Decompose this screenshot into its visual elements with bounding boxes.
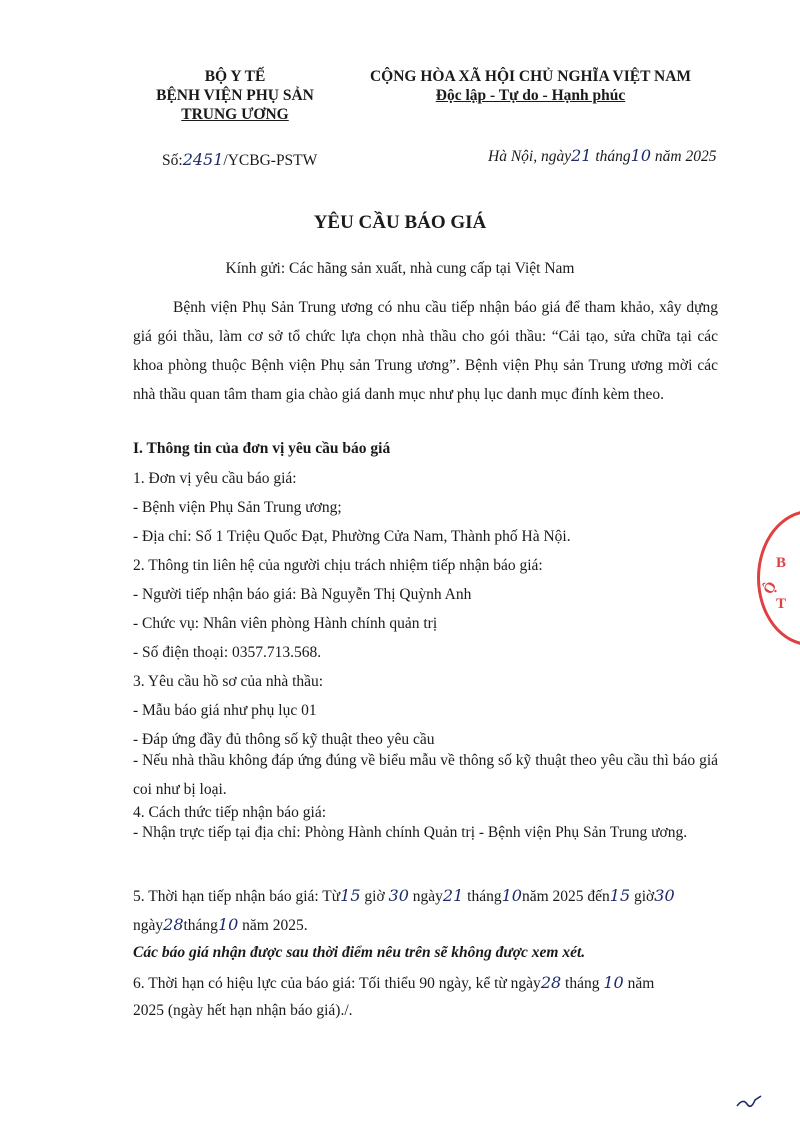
document-title: YÊU CẦU BÁO GIÁ	[313, 212, 487, 233]
item4-method: - Nhận trực tiếp tại địa chỉ: Phòng Hành chính Quản trị - Bệnh viện Phụ Sản Trung ương.	[133, 824, 688, 841]
doc-number-handwritten: 2451	[182, 150, 224, 169]
item5-start-day: 21	[442, 886, 464, 905]
item6-day: 28	[540, 973, 562, 992]
ministry-name: BỘ Y TẾ	[204, 68, 266, 85]
item5-end-month: 10	[217, 915, 239, 934]
doc-number-suffix: /YCBG-PSTW	[223, 152, 318, 169]
item5-start-month: 10	[501, 886, 522, 905]
item5-prefix: 5. Thời hạn tiếp nhận báo giá: Từ	[133, 888, 341, 905]
item5-day-label: ngày	[412, 888, 443, 905]
item5-hour-label2: giờ	[634, 888, 655, 905]
item3-spec: - Đáp ứng đầy đủ thông số kỹ thuật theo yêu cầu	[133, 731, 435, 748]
item3-form: - Mẫu báo giá như phụ lục 01	[133, 702, 317, 719]
item5-end-year: năm 2025.	[242, 917, 308, 934]
item5-line2	[133, 915, 308, 935]
item5-day-label2: ngày	[133, 917, 164, 934]
item5-month-label: tháng	[467, 888, 502, 905]
item2-person: - Người tiếp nhận báo giá: Bà Nguyễn Thị Quỳnh Anh	[133, 586, 472, 603]
date-month-label: tháng	[595, 148, 631, 165]
item6-line2: 2025 (ngày hết hạn nhận báo giá)./.	[133, 1002, 353, 1019]
item6-month-label: tháng	[565, 975, 600, 992]
item5-end-hour: 15	[609, 886, 631, 905]
item3-heading: 3. Yêu cầu hồ sơ của nhà thầu:	[133, 673, 324, 690]
seal-char-3: T	[776, 596, 787, 612]
item6-line1	[133, 973, 654, 993]
item5-year-to: năm 2025 đến	[521, 888, 610, 905]
item3-reject: - Nếu nhà thầu không đáp ứng đúng về biểu mẫu về thông số kỹ thuật theo yêu cầu thì báo giá coi như bị loại.	[133, 752, 718, 798]
item6-year-label: năm	[627, 975, 655, 992]
date-month-handwritten: 10	[630, 146, 651, 165]
item5-line1	[133, 886, 675, 906]
item4-heading: 4. Cách thức tiếp nhận báo giá:	[133, 804, 327, 821]
hospital-name-line1: BỆNH VIỆN PHỤ SẢN	[156, 87, 314, 104]
item6-prefix: 6. Thời hạn có hiệu lực của báo giá: Tối thiểu 90 ngày, kể từ ngày	[133, 975, 541, 992]
item1-heading: 1. Đơn vị yêu cầu báo giá:	[133, 470, 297, 487]
section1-heading: I. Thông tin của đơn vị yêu cầu báo giá	[133, 440, 391, 457]
item2-heading: 2. Thông tin liên hệ của người chịu trách nhiệm tiếp nhận báo giá:	[133, 557, 543, 574]
item5-month-label2: tháng	[183, 917, 218, 934]
item5-end-day: 28	[163, 915, 184, 934]
date-day-handwritten: 21	[571, 146, 592, 165]
item5-start-hour: 15	[340, 886, 361, 905]
item5-start-minute: 30	[388, 886, 409, 905]
motto: Độc lập - Tự do - Hạnh phúc	[435, 87, 626, 104]
place-date	[488, 146, 716, 166]
red-seal	[757, 510, 800, 646]
intro-paragraph: Bệnh viện Phụ Sản Trung ương có nhu cầu tiếp nhận báo giá để tham khảo, xây dựng giá gói thầu, làm cơ sở tổ chức lựa chọn nhà thầu cho gói thầu: “Cải tạo, sửa chữa tại các khoa phòng thuộc Bệnh viện Phụ sản Trung ương”. Bệnh viện Phụ sản Trung ương mời các nhà thầu quan tâm tham gia chào giá danh mục như phụ lục danh mục đính kèm theo.	[133, 299, 718, 403]
item1-unit: - Bệnh viện Phụ Sản Trung ương;	[133, 499, 342, 516]
recipient-line: Kính gửi: Các hãng sản xuất, nhà cung cấp tại Việt Nam	[225, 260, 575, 277]
item1-address: - Địa chỉ: Số 1 Triệu Quốc Đạt, Phường Cửa Nam, Thành phố Hà Nội.	[133, 528, 571, 545]
document-number	[162, 150, 317, 170]
doc-number-prefix: Số:	[162, 152, 183, 169]
date-year: năm 2025	[654, 148, 717, 165]
item2-position: - Chức vụ: Nhân viên phòng Hành chính quản trị	[133, 615, 438, 632]
seal-char-1: B	[776, 555, 787, 571]
item2-phone: - Số điện thoại: 0357.713.568.	[133, 644, 322, 661]
initials-signature	[735, 1092, 765, 1112]
hospital-name-line2: TRUNG ƯƠNG	[181, 106, 289, 123]
item5-end-minute: 30	[654, 886, 675, 905]
item5-note: Các báo giá nhận được sau thời điểm nêu trên sẽ không được xem xét.	[133, 944, 586, 961]
item5-hour-label: giờ	[364, 888, 385, 905]
nation-title: CỘNG HÒA XÃ HỘI CHỦ NGHĨA VIỆT NAM	[369, 68, 692, 85]
date-prefix: Hà Nội, ngày	[488, 148, 572, 165]
item6-month: 10	[603, 973, 624, 992]
seal-char-2: Ộ	[760, 579, 781, 598]
